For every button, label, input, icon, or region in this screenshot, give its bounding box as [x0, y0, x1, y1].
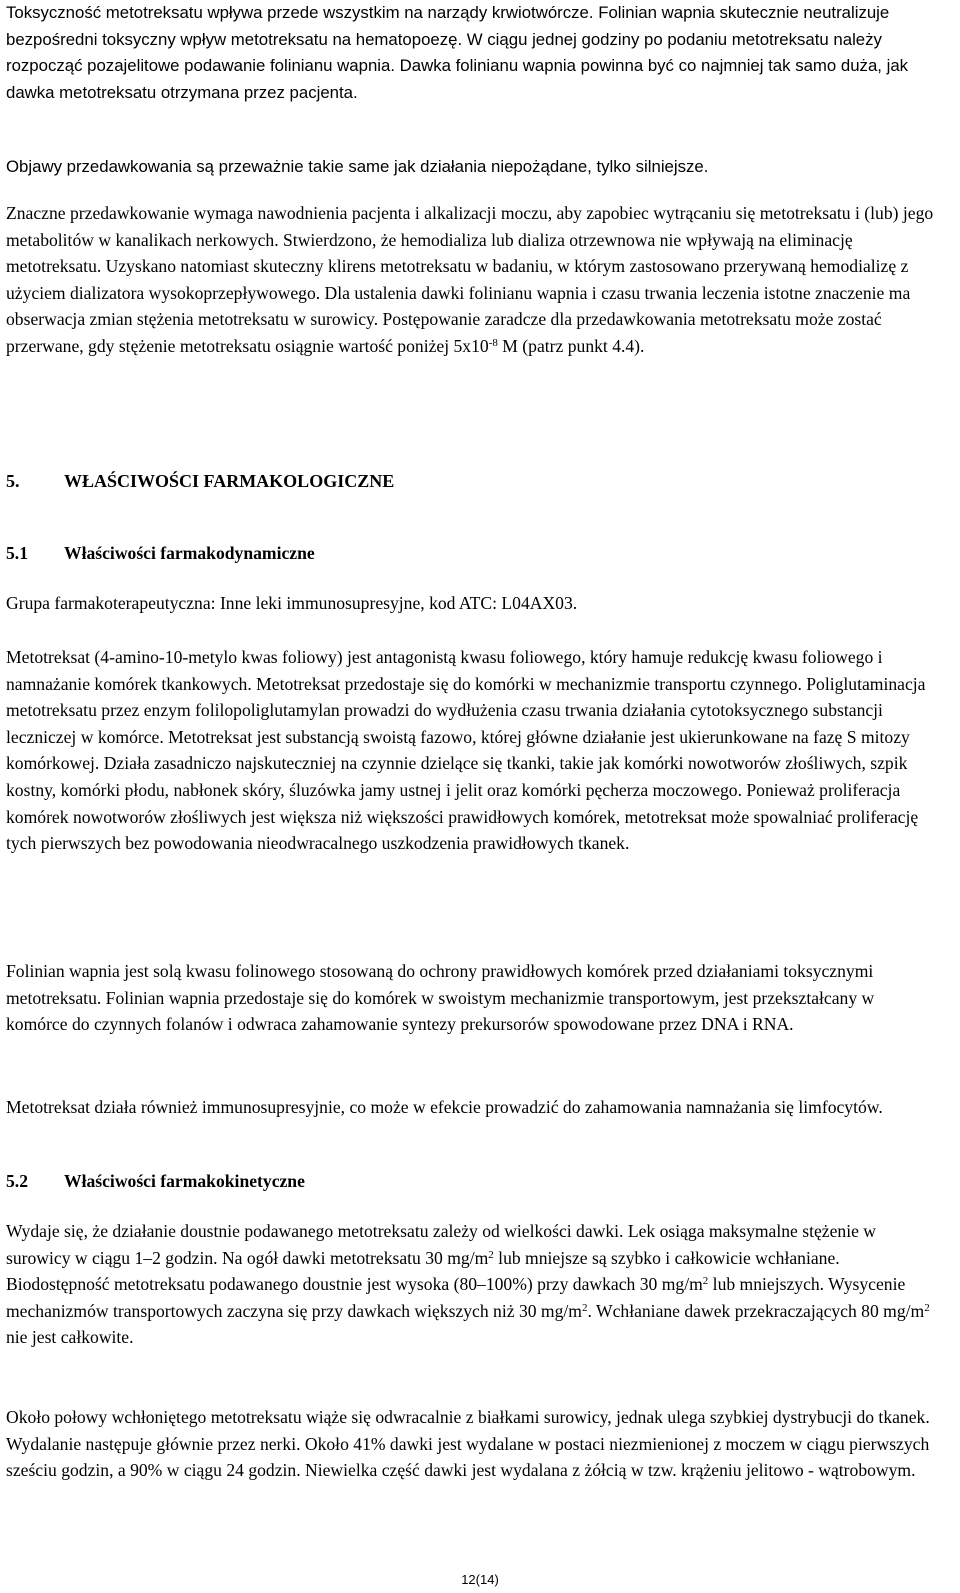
section-5-1-heading: [6, 540, 940, 566]
section-number: 5.1: [6, 543, 28, 563]
paragraph-mechanism-of-action: Metotreksat (4-amino-10-metylo kwas foliowy) jest antagonistą kwasu foliowego, który hamuje redukcję kwasu foliowego i namnażanie komórek tkankowych. Metotreksat przedostaje się do komórki w mechanizmie transportu czynnego. Poliglutaminacja metotreksatu przez enzym folilopoliglutamylan prowadzi do wydłużenia czasu trwania działania cytotoksycznego substancji leczniczej w komórce. Metotreksat jest substancją swoistą fazowo, której główne działanie jest ukierunkowane na fazę S mitozy komórkowej. Działa zasadniczo najskuteczniej na czynnie dzielące się tkanki, takie jak komórki nowotworów złośliwych, szpik kostny, komórki płodu, nabłonek skóry, śluzówka jamy ustnej i jelit oraz komórki pęcherza moczowego. Ponieważ proliferacja komórek nowotworów złośliwych jest większa niż większości prawidłowych komórek, metotreksat może spowalniać proliferację tych pierwszych bez powodowania nieodwracalnego uszkodzenia prawidłowych tkanek.: [6, 647, 926, 854]
overdose-text-main: Znaczne przedawkowanie wymaga nawodnienia pacjenta i alkalizacji moczu, aby zapobiec wytrącaniu się metotreksatu i (lub) jego metabolitów w kanalikach nerkowych. Stwierdzono, że hemodializa lub dializa otrzewnowa nie wpływają na eliminację metotreksatu. Uzyskano natomiast skuteczny klirens metotreksatu w badaniu, w którym zastosowano przerywaną hemodializę z użyciem dializatora wysokoprzepływowego. Dla ustalenia dawki folinianu wapnia i czasu trwania leczenia istotne znaczenie ma obserwacja zmian stężenia metotreksatu w surowicy. Postępowanie zaradcze dla przedawkowania metotreksatu może zostać przerwane, gdy stężenie metotreksatu osiągnie wartość poniżej 5x10: [6, 203, 934, 356]
squared-superscript: 2: [582, 1301, 588, 1314]
squared-superscript: 2: [924, 1301, 930, 1314]
section-number: 5.2: [6, 1171, 28, 1191]
section-5-heading: [6, 468, 940, 494]
section-title: WŁAŚCIWOŚCI FARMAKOLOGICZNE: [64, 471, 395, 491]
absorption-text-4: . Wchłaniane dawek przekraczających 80 mg/m: [587, 1300, 925, 1321]
paragraph-overdose-management: [6, 200, 940, 360]
section-5-2-heading: [6, 1168, 940, 1194]
paragraph-distribution-elimination: Około połowy wchłoniętego metotreksatu wiąże się odwracalnie z białkami surowicy, jednak ulega szybkiej dystrybucji do tkanek. Wydalanie następuje głównie przez nerki. Około 41% dawki jest wydalane w postaci niezmienionej z moczem w ciągu pierwszych sześciu godzin, a 90% w ciągu 24 godzin. Niewielka część dawki jest wydalana z żółcią w tzw. krążeniu jelitowo - wątrobowym.: [6, 1407, 930, 1481]
squared-superscript: 2: [702, 1275, 709, 1288]
section-number: 5.: [6, 471, 20, 491]
section-title: Właściwości farmakodynamiczne: [64, 543, 315, 563]
paragraph-pharmacotherapeutic-group: Grupa farmakoterapeutyczna: Inne leki immunosupresyjne, kod ATC: L04AX03.: [6, 593, 578, 613]
absorption-text-1: Wydaje się, że działanie doustnie podawanego metotreksatu zależy od wielkości dawki. Lek osiąga maksymalne stężenie w surowicy w ciągu 1–2 godzin. Na ogół dawki metotreksatu 30 mg/m: [6, 1221, 877, 1268]
exponent-superscript: -8: [488, 336, 498, 349]
squared-superscript: 2: [488, 1248, 494, 1261]
absorption-text-2: lub mniejsze są szybko i całkowicie wchłaniane. Biodostępność metotreksatu podawanego doustnie jest wysoka (80–100%) przy dawkach 30 mg/m: [6, 1247, 840, 1295]
paragraph-calcium-folinate-toxicity: Toksyczność metotreksatu wpływa przede wszystkim na narządy krwiotwórcze. Folinian wapnia skutecznie neutralizuje bezpośredni toksyczny wpływ metotreksatu na hematopoezę. W ciągu jednej godziny po podaniu metotreksatu należy rozpocząć pozajelitowe podawanie folinianu wapnia. Dawka folinianu wapnia powinna być co najmniej tak samo duża, jak dawka metotreksatu otrzymana przez pacjenta.: [6, 3, 909, 102]
overdose-text-end: M (patrz punkt 4.4).: [497, 335, 645, 356]
paragraph-overdose-symptoms: Objawy przedawkowania są przeważnie takie same jak działania niepożądane, tylko silniejsze.: [6, 157, 709, 176]
paragraph-calcium-folinate-action: Folinian wapnia jest solą kwasu folinowego stosowaną do ochrony prawidłowych komórek przed działaniami toksycznymi metotreksatu. Folinian wapnia przedostaje się do komórek w swoistym mechanizmie transportowym, jest przekształcany w komórce do czynnych folanów i odwraca zahamowanie syntezy prekursorów spowodowane przez DNA i RNA.: [6, 961, 875, 1035]
paragraph-immunosuppression: Metotreksat działa również immunosupresyjnie, co może w efekcie prowadzić do zahamowania namnażania się limfocytów.: [6, 1097, 883, 1117]
section-title: Właściwości farmakokinetyczne: [64, 1171, 305, 1191]
absorption-text-3: lub mniejszych. Wysycenie mechanizmów transportowych zaczyna się przy dawkach większych niż 30 mg/m: [6, 1274, 906, 1321]
page-number: 12(14): [461, 1572, 499, 1587]
absorption-text-5: nie jest całkowite.: [6, 1327, 134, 1348]
paragraph-absorption: [6, 1218, 940, 1351]
